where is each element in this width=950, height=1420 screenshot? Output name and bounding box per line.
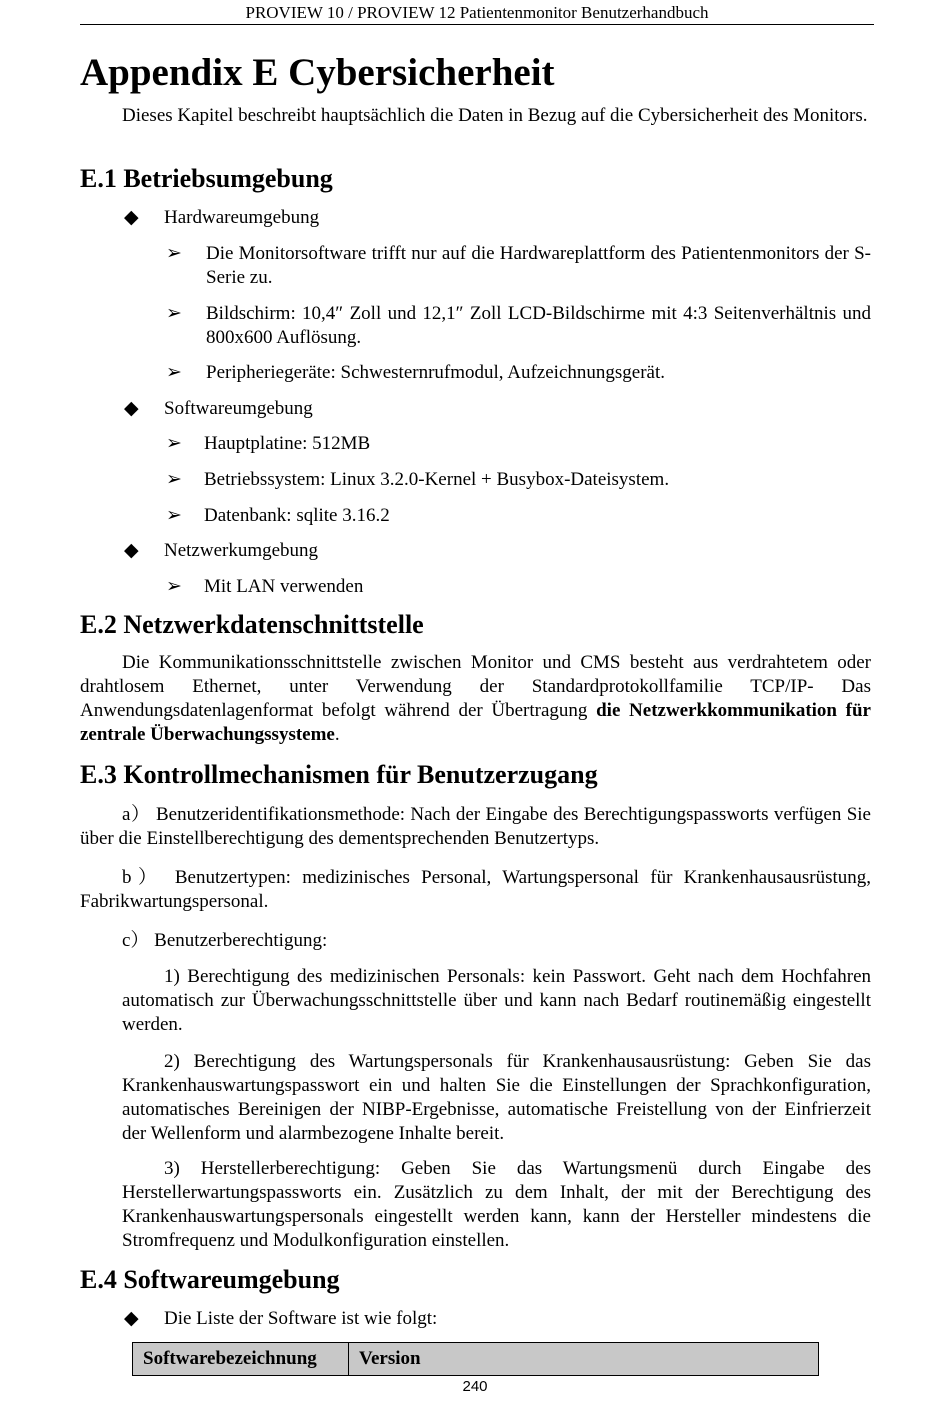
- e3-permission-3: 3) Herstellerberechtigung: Geben Sie das Wartungsmenü durch Eingabe des Herstellerwartungspassworts ein. Zusätzlich zu dem Inhalt, der mit der Berechtigung des Krankenhauswartungspersonals eingestellt werden kann, kann der Hersteller mindestens die Stromfrequenz und Modulkonfiguration einstellen.: [122, 1158, 871, 1251]
- hardware-item-2: ➢ Bildschirm: 10,4″ Zoll und 12,1″ Zoll LCD-Bildschirme mit 4:3 Seitenverhältnis und 800x600 Auflösung.: [166, 303, 871, 348]
- diamond-bullet-icon: ◆: [124, 207, 139, 228]
- arrow-bullet-icon: ➢: [166, 469, 182, 490]
- diamond-bullet-icon: ◆: [124, 1308, 139, 1329]
- arrow-bullet-icon: ➢: [166, 433, 182, 454]
- e3-permission-2: 2) Berechtigung des Wartungspersonals für Krankenhausausrüstung: Geben Sie das Krankenhauswartungspasswort ein und halten Sie die Einstellungen der Sprachkonfiguration, automatisches Bereinigen der NIBP-Ergebnisse, automatische Freistellung von der Einfrierzeit der Wellenform und alarmbezogene Inhalte bereit.: [122, 1051, 871, 1144]
- page-number: 240: [462, 1378, 488, 1395]
- section-e3-heading: E.3 Kontrollmechanismen für Benutzerzugang: [80, 760, 598, 789]
- table-header-name: Softwarebezeichnung: [133, 1343, 349, 1375]
- e3-item-a: a） Benutzeridentifikationsmethode: Nach der Eingabe des Berechtigungspassworts verfügen Sie über die Einstellberechtigung des dementsprechenden Benutzertyps.: [80, 804, 871, 849]
- arrow-bullet-icon: ➢: [166, 576, 182, 597]
- appendix-title: Appendix E Cybersicherheit: [80, 51, 555, 94]
- diamond-bullet-icon: ◆: [124, 398, 139, 419]
- e2-paragraph: Die Kommunikationsschnittstelle zwischen Monitor und CMS besteht aus verdrahtetem oder drahtlosem Ethernet, unter Verwendung der Standardprotokollfamilie TCP/IP- Das Anwendungsdatenlagenformat befolgt während der Übertragung die Netzwerkkommunikation für zentrale Überwachungssysteme.: [80, 652, 871, 745]
- diamond-bullet-icon: ◆: [124, 540, 139, 561]
- hardware-item-1: ➢ Die Monitorsoftware trifft nur auf die Hardwareplattform des Patientenmonitors der S-Serie zu.: [166, 243, 871, 288]
- arrow-bullet-icon: ➢: [166, 362, 182, 383]
- section-e2-heading: E.2 Netzwerkdatenschnittstelle: [80, 610, 424, 639]
- table-header-version: Version: [359, 1348, 421, 1369]
- section-e4-heading: E.4 Softwareumgebung: [80, 1265, 340, 1294]
- header-rule: [80, 24, 874, 25]
- running-header: PROVIEW 10 / PROVIEW 12 Patientenmonitor Benutzerhandbuch: [245, 3, 709, 22]
- intro-paragraph: Dieses Kapitel beschreibt hauptsächlich die Daten in Bezug auf die Cybersicherheit des Monitors.: [122, 105, 868, 126]
- arrow-bullet-icon: ➢: [166, 243, 182, 264]
- e3-item-c: c） Benutzerberechtigung:: [122, 930, 328, 951]
- software-table-header: [132, 1342, 819, 1376]
- arrow-bullet-icon: ➢: [166, 303, 182, 324]
- e3-item-b: b） Benutzertypen: medizinisches Personal, Wartungspersonal für Krankenhausausrüstung, Fabrikwartungspersonal.: [80, 867, 871, 912]
- e3-permission-1: 1) Berechtigung des medizinischen Personals: kein Passwort. Geht nach dem Hochfahren automatisch zur Überwachungsschnittstelle über und kann nach Bedarf routinemäßig eingestellt werden.: [122, 966, 871, 1035]
- section-e1-heading: E.1 Betriebsumgebung: [80, 164, 333, 193]
- arrow-bullet-icon: ➢: [166, 505, 182, 526]
